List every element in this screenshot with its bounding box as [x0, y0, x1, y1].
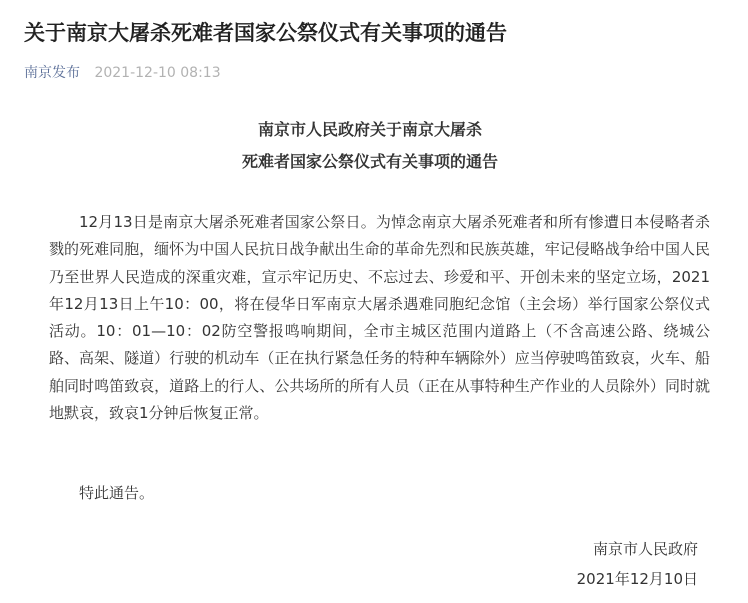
article-title: 关于南京大屠杀死难者国家公祭仪式有关事项的通告: [24, 21, 507, 45]
publish-time: 2021-12-10 08:13: [94, 65, 221, 81]
notice-body: 12月13日是南京大屠杀死难者国家公祭日。为悼念南京大屠杀死难者和所有惨遭日本侵略者杀戮的死难同胞，缅怀为中国人民抗日战争献出生命的革命先烈和民族英雄，牢记侵略战争给中国人民乃至世界人民造成的深重灾难，宣示牢记历史、不忘过去、珍爱和平、开创未来的坚定立场，2021年12月13日上午10：00，将在侵华日军南京大屠杀遇难同胞纪念馆（主会场）举行国家公祭仪式活动。10：01—10：02防空警报鸣响期间，全市主城区范围内道路上（不含高速公路、绕城公路、高架、隧道）行驶的机动车（正在执行紧急任务的特种车辆除外）应当停驶鸣笛致哀，火车、船舶同时鸣笛致哀，道路上的行人、公共场所的所有人员（正在从事特种生产作业的人员除外）同时就地默哀，致哀1分钟后恢复正常。: [49, 213, 710, 423]
notice-title-line1: 南京市人民政府关于南京大屠杀: [257, 120, 482, 139]
notice-closing: 特此通告。: [79, 484, 155, 502]
notice-title-line2: 死难者国家公祭仪式有关事项的通告: [241, 152, 498, 171]
notice-date: 2021年12月10日: [576, 570, 698, 588]
article-source-link[interactable]: 南京发布: [24, 65, 80, 81]
notice-signer: 南京市人民政府: [592, 540, 698, 558]
article-meta: [24, 63, 221, 83]
